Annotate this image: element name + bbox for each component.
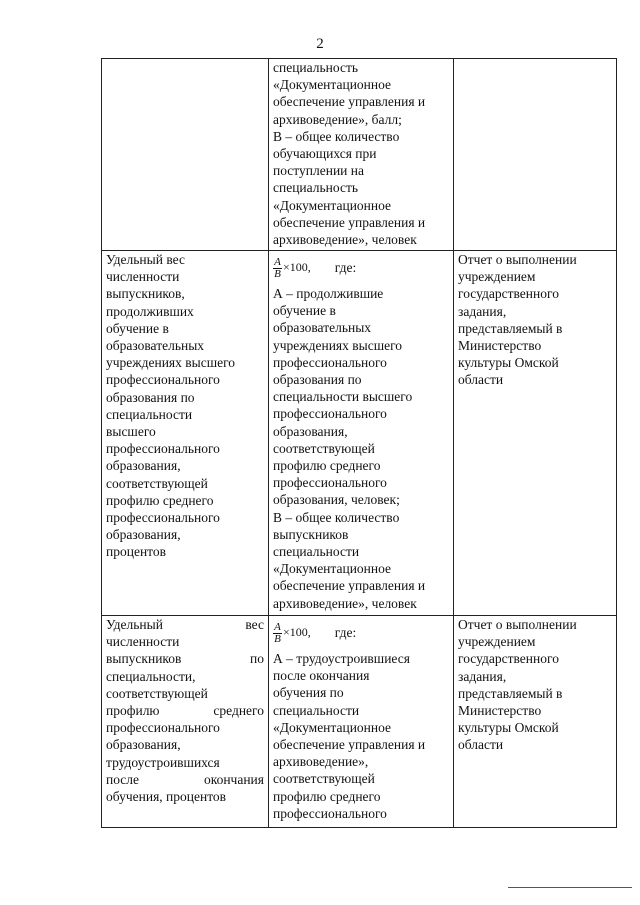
- text-line: высшего: [106, 424, 156, 440]
- table-row: [102, 251, 617, 616]
- text-line: учреждением: [458, 634, 536, 650]
- text-line: образования,: [106, 458, 181, 474]
- formula-where: где:: [334, 260, 357, 276]
- text-line: области: [458, 737, 504, 753]
- text-line: обеспечение управления и: [273, 94, 426, 110]
- text-line: выпускников,: [106, 286, 185, 302]
- text-line: государственного: [458, 651, 559, 667]
- fraction-numerator: A: [274, 620, 281, 633]
- text-line: архивоведение», человек: [273, 595, 417, 611]
- text-line: профессионального: [106, 720, 220, 736]
- text-line: образования,: [273, 423, 348, 439]
- source-cell: [454, 616, 617, 828]
- text-line: после окончания: [106, 771, 264, 787]
- text-line: численности: [106, 269, 180, 285]
- formula-expression: ×100,: [283, 260, 311, 275]
- page-number: 2: [316, 36, 324, 52]
- text-line: обучение в: [273, 303, 336, 319]
- text-line: процентов: [106, 544, 167, 560]
- formula-cell: [269, 251, 454, 616]
- text-line: обеспечение управления и: [273, 578, 426, 594]
- formula-where: где:: [334, 625, 357, 641]
- formula-expression: ×100,: [283, 625, 311, 640]
- text-line: образования,: [106, 737, 181, 753]
- table-cell: [454, 59, 617, 251]
- text-line: А – трудоустроившиеся: [273, 651, 410, 666]
- indicators-table: [101, 58, 617, 828]
- text-line: задания,: [458, 303, 507, 319]
- text-line: культуры Омской: [458, 355, 559, 371]
- formula: [273, 616, 449, 650]
- text-line: образования, человек;: [273, 492, 400, 508]
- text-line: после окончания: [273, 668, 370, 684]
- indicator-name-cell: [102, 251, 269, 616]
- text-line: выпускников по: [106, 651, 264, 667]
- text-line: «Документационное: [273, 719, 392, 735]
- text-line: профессионального: [106, 510, 220, 526]
- text-line: выпускников: [273, 526, 349, 542]
- text-line: специальность: [273, 60, 359, 75]
- table-row: [102, 59, 617, 251]
- text-line: Удельный вес: [106, 252, 185, 267]
- text-line: культуры Омской: [458, 720, 559, 736]
- text-line: архивоведение»,: [273, 754, 369, 770]
- text-line: образования по: [273, 372, 362, 388]
- fraction-numerator: A: [274, 255, 281, 268]
- text-line: соответствующей: [273, 771, 375, 787]
- fraction-denominator: B: [274, 632, 281, 645]
- text-line: профессионального: [273, 805, 387, 821]
- text-line: соответствующей: [106, 685, 208, 701]
- text-line: специальности: [106, 406, 193, 422]
- text-line: задания,: [458, 668, 507, 684]
- text-line: специальности: [273, 702, 360, 718]
- text-line: области: [458, 372, 504, 388]
- text-line: «Документационное: [273, 561, 392, 577]
- text-line: специальности: [273, 544, 360, 560]
- text-line: образовательных: [273, 320, 372, 336]
- text-line: специальности,: [106, 668, 196, 684]
- text-line: Отчет о выполнении: [458, 617, 577, 632]
- text-line: продолживших: [106, 303, 194, 319]
- text-line: профилю среднего: [273, 788, 381, 804]
- text-line: образовательных: [106, 338, 205, 354]
- text-line: В – общее количество: [273, 509, 400, 525]
- text-line: государственного: [458, 286, 559, 302]
- text-line: профилю среднего: [106, 492, 214, 508]
- text-line: Министерство: [458, 703, 542, 719]
- text-line: учреждениях высшего: [273, 337, 403, 353]
- table-row: [102, 616, 617, 828]
- text-line: Удельный вес: [106, 617, 264, 632]
- formula: [273, 251, 449, 285]
- fraction: [273, 257, 282, 280]
- text-line: профилю среднего: [106, 703, 264, 719]
- bottom-rule: [508, 887, 632, 888]
- text-line: образования по: [106, 389, 195, 405]
- text-line: «Документационное: [273, 77, 392, 93]
- text-line: численности: [106, 634, 180, 650]
- text-line: А – продолжившие: [273, 286, 384, 301]
- text-line: обучения по: [273, 685, 344, 701]
- text-line: профессионального: [106, 441, 220, 457]
- text-line: поступлении на: [273, 163, 364, 179]
- text-line: представляемый в: [458, 320, 563, 336]
- text-line: архивоведение», человек: [273, 232, 417, 248]
- source-cell: [454, 251, 617, 616]
- text-line: Отчет о выполнении: [458, 252, 577, 267]
- text-line: специальности высшего: [273, 389, 413, 405]
- text-line: трудоустроившихся: [106, 754, 220, 770]
- text-line: соответствующей: [106, 475, 208, 491]
- text-line: представляемый в: [458, 685, 563, 701]
- formula-cell: [269, 616, 454, 828]
- indicator-name-cell: [102, 616, 269, 828]
- text-line: обеспечение управления и: [273, 214, 426, 230]
- text-line: профессионального: [273, 475, 387, 491]
- text-line: обучение в: [106, 320, 169, 336]
- text-line: учреждениях высшего: [106, 355, 236, 371]
- table-cell: [269, 59, 454, 251]
- text-line: архивоведение», балл;: [273, 111, 402, 127]
- text-line: обучения, процентов: [106, 789, 227, 805]
- table-cell: [102, 59, 269, 251]
- text-line: учреждением: [458, 269, 536, 285]
- text-line: профессионального: [273, 354, 387, 370]
- text-line: «Документационное: [273, 197, 392, 213]
- fraction: [273, 622, 282, 645]
- text-line: профессионального: [273, 406, 387, 422]
- text-line: В – общее количество: [273, 128, 400, 144]
- text-line: обучающихся при: [273, 146, 377, 162]
- fraction-denominator: B: [274, 267, 281, 280]
- text-line: соответствующей: [273, 440, 375, 456]
- text-line: профилю среднего: [273, 458, 381, 474]
- text-line: обеспечение управления и: [273, 737, 426, 753]
- text-line: специальность: [273, 180, 359, 196]
- text-line: профессионального: [106, 372, 220, 388]
- text-line: Министерство: [458, 338, 542, 354]
- text-line: образования,: [106, 527, 181, 543]
